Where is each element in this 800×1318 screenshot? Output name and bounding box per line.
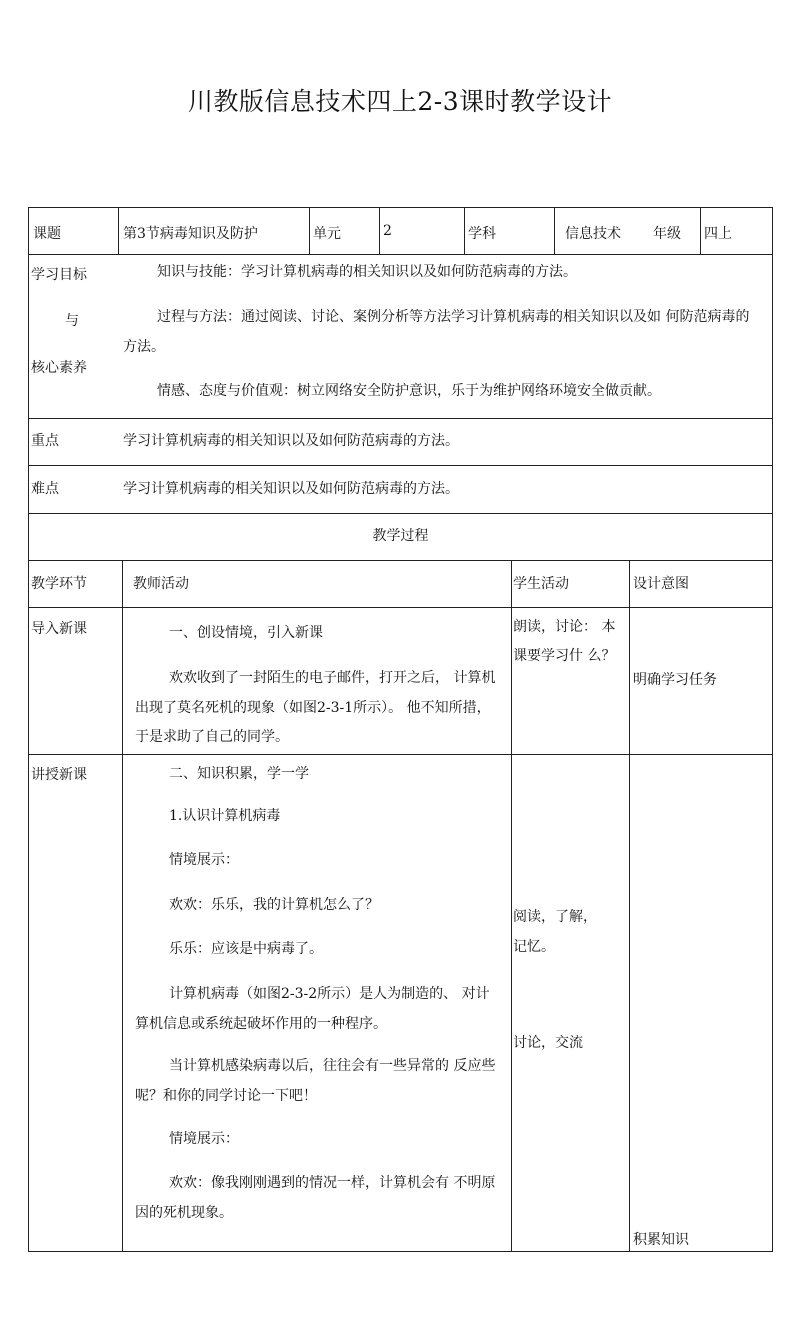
- teach-t9-line2: 因的死机现象。: [135, 1205, 233, 1221]
- subject-value: 信息技术: [565, 226, 621, 242]
- teach-intent: 积累知识: [633, 1232, 689, 1248]
- col-student: 学生活动: [513, 576, 569, 592]
- objective-emotion: 情感、态度与价值观：树立网络安全防护意识，乐于为维护网络环境安全做贡献。: [157, 383, 661, 399]
- objective-process-line2: 方法。: [123, 339, 165, 355]
- intro-row: [28, 608, 773, 755]
- label-grade: 年级: [653, 226, 681, 242]
- objectives-label-1: 学习目标: [31, 267, 87, 283]
- teach-t7-line1: 当计算机感染病毒以后，往往会有一些异常的 反应些: [169, 1058, 496, 1074]
- intro-teacher-p2-line1: 欢欢收到了一封陌生的电子邮件，打开之后， 计算机: [169, 670, 496, 686]
- difficulty-text: 学习计算机病毒的相关知识以及如何防范病毒的方法。: [123, 481, 459, 497]
- topic-value: 第3节病毒知识及防护: [123, 226, 258, 242]
- key-point-text: 学习计算机病毒的相关知识以及如何防范病毒的方法。: [123, 433, 459, 449]
- header-row: [28, 207, 773, 255]
- key-point-label: 重点: [31, 433, 59, 449]
- intro-teacher-p2-line2: 出现了莫名死机的现象（如图2-3-1所示）。 他不知所措，: [135, 700, 491, 716]
- difficulty-label: 难点: [31, 481, 59, 497]
- intro-student-line2: 课要学习什 么？: [513, 648, 616, 664]
- intro-stage: 导入新课: [31, 621, 87, 637]
- unit-value: 2: [383, 223, 392, 239]
- difficulty-row: [28, 466, 773, 514]
- teach-student-2: 讨论，交流: [513, 1035, 583, 1051]
- objectives-row: [28, 255, 773, 419]
- label-subject: 学科: [468, 226, 496, 242]
- teach-t1: 二、知识积累，学一学: [169, 766, 309, 782]
- grade-value: 四上: [704, 226, 732, 242]
- teach-t6-line2: 算机信息或系统起破坏作用的一种程序。: [135, 1016, 387, 1032]
- teach-student-1-line1: 阅读，了解，: [513, 909, 597, 925]
- teach-row: [28, 755, 773, 1252]
- intro-student-line1: 朗读，讨论： 本: [513, 619, 616, 635]
- label-topic: 课题: [33, 226, 61, 242]
- objectives-label-2: 与: [65, 313, 79, 329]
- objective-process-line1: 过程与方法：通过阅读、讨论、案例分析等方法学习计算机病毒的相关知识以及如 何防范病毒的: [157, 309, 750, 325]
- key-point-row: [28, 419, 773, 466]
- teach-t9-line1: 欢欢：像我刚刚遇到的情况一样，计算机会有 不明原: [169, 1175, 496, 1191]
- teach-stage: 讲授新课: [31, 767, 87, 783]
- teach-t4: 欢欢：乐乐，我的计算机怎么了？: [169, 897, 379, 913]
- teach-t6-line1: 计算机病毒（如图2-3-2所示）是人为制造的、 对计: [169, 986, 490, 1002]
- col-intent: 设计意图: [633, 576, 689, 592]
- teach-student-1-line2: 记忆。: [513, 939, 555, 955]
- teach-t2: 1.认识计算机病毒: [169, 808, 281, 824]
- process-columns-row: [28, 561, 773, 608]
- col-stage: 教学环节: [31, 576, 87, 592]
- objective-knowledge: 知识与技能：学习计算机病毒的相关知识以及如何防范病毒的方法。: [157, 264, 577, 280]
- intro-teacher-p2-line3: 于是求助了自己的同学。: [135, 729, 289, 745]
- teach-t3: 情境展示：: [169, 852, 239, 868]
- intro-intent: 明确学习任务: [633, 672, 717, 688]
- teach-t5: 乐乐：应该是中病毒了。: [169, 941, 323, 957]
- intro-teacher-p1: 一、创设情境，引入新课: [169, 625, 323, 641]
- objectives-label-3: 核心素养: [31, 360, 87, 376]
- teach-t8: 情境展示：: [169, 1131, 239, 1147]
- document-title: 川教版信息技术四上2-3课时教学设计: [187, 87, 613, 116]
- process-heading-row: [28, 514, 773, 561]
- teach-t7-line2: 呢？和你的同学讨论一下吧！: [135, 1088, 317, 1104]
- label-unit: 单元: [313, 226, 341, 242]
- process-heading: 教学过程: [372, 528, 429, 544]
- col-teacher: 教师活动: [133, 576, 189, 592]
